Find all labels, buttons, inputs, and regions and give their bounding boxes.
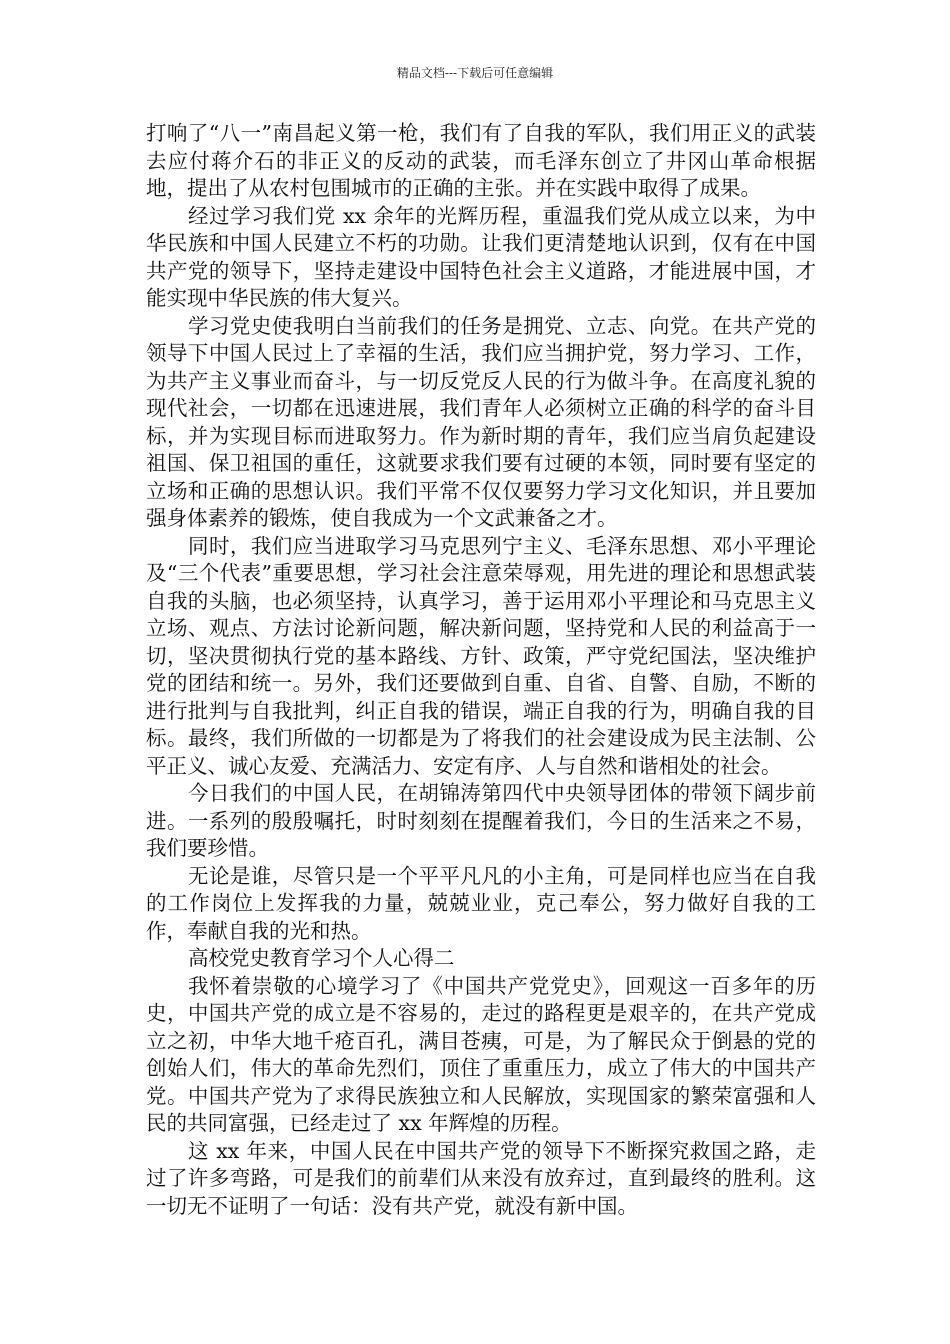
paragraph: 今日我们的中国人民，在胡锦涛第四代中央领导团体的带领下阔步前进。一系列的殷殷嘱托，时时刻刻在提醒着我们，今日的生活来之不易，我们要珍惜。 <box>146 781 816 860</box>
document-body <box>146 120 816 1220</box>
paragraph: 打响了“八一”南昌起义第一枪，我们有了自我的军队，我们用正义的武装去应付蒋介石的非正义的反动的武装，而毛泽东创立了井冈山革命根据地，提出了从农村包围城市的正确的主张。并在实践中取得了成果。 <box>146 121 816 200</box>
paragraph: 无论是谁，尽管只是一个平平凡凡的小主角，可是同样也应当在自我的工作岗位上发挥我的力量，兢兢业业，克己奉公，努力做好自我的工作，奉献自我的光和热。 <box>146 863 816 943</box>
paragraph: 学习党史使我明白当前我们的任务是拥党、立志、向党。在共产党的领导下中国人民过上了幸福的生活，我们应当拥护党，努力学习、工作，为共产主义事业而奋斗，与一切反党反人民的行为做斗争。在高度礼貌的现代社会，一切都在迅速进展，我们青年人必须树立正确的科学的奋斗目标，并为实现目标而进取努力。作为新时期的青年，我们应当肩负起建设祖国、保卫祖国的重任，这就要求我们要有过硬的本领，同时要有坚定的立场和正确的思想认识。我们平常不仅仅要努力学习文化知识，并且要加强身体素养的锻炼，使自我成为一个文武兼备之才。 <box>146 313 816 530</box>
section-heading: 高校党史教育学习个人心得二 <box>188 946 455 970</box>
page-header: 精品文档---下载后可任意编辑 <box>396 66 554 80</box>
paragraph: 我怀着崇敬的心境学习了《中国共产党党史》，回观这一百多年的历史，中国共产党的成立是不容易的，走过的路程更是艰辛的，在共产党成立之初，中华大地千疮百孔，满目苍痍，可是，为了解民众于倒悬的党的创始人们，伟大的革命先烈们，顶住了重重压力，成立了伟大的中国共产党。中国共产党为了求得民族独立和人民解放，实现国家的繁荣富强和人民的共同富强，已经走过了 xx 年辉煌的历程。 <box>146 973 816 1135</box>
paragraph: 经过学习我们党 xx 余年的光辉历程，重温我们党从成立以来，为中华民族和中国人民建立不朽的功勋。让我们更清楚地认识到，仅有在中国共产党的领导下，坚持走建设中国特色社会主义道路，才能进展中国，才能实现中华民族的伟大复兴。 <box>146 203 816 310</box>
paragraph: 同时，我们应当进取学习马克思列宁主义、毛泽东思想、邓小平理论及“三个代表”重要思想，学习社会注意荣辱观，用先进的理论和思想武装自我的头脑，也必须坚持，认真学习，善于运用邓小平理论和马克思主义立场、观点、方法讨论新问题，解决新问题，坚持党和人民的利益高于一切，坚决贯彻执行党的基本路线、方针、政策，严守党纪国法，坚决维护党的团结和统一。另外，我们还要做到自重、自省、自警、自励，不断的进行批判与自我批判，纠正自我的错误，端正自我的行为，明确自我的目标。最终，我们所做的一切都是为了将我们的社会建设成为民主法制、公平正义、诚心友爱、充满活力、安定有序、人与自然和谐相处的社会。 <box>146 533 816 778</box>
paragraph: 这 xx 年来，中国人民在中国共产党的领导下不断探究救国之路，走过了许多弯路，可是我们的前辈们从来没有放弃过，直到最终的胜利。这一切无不证明了一句话：没有共产党，就没有新中国。 <box>146 1138 816 1218</box>
